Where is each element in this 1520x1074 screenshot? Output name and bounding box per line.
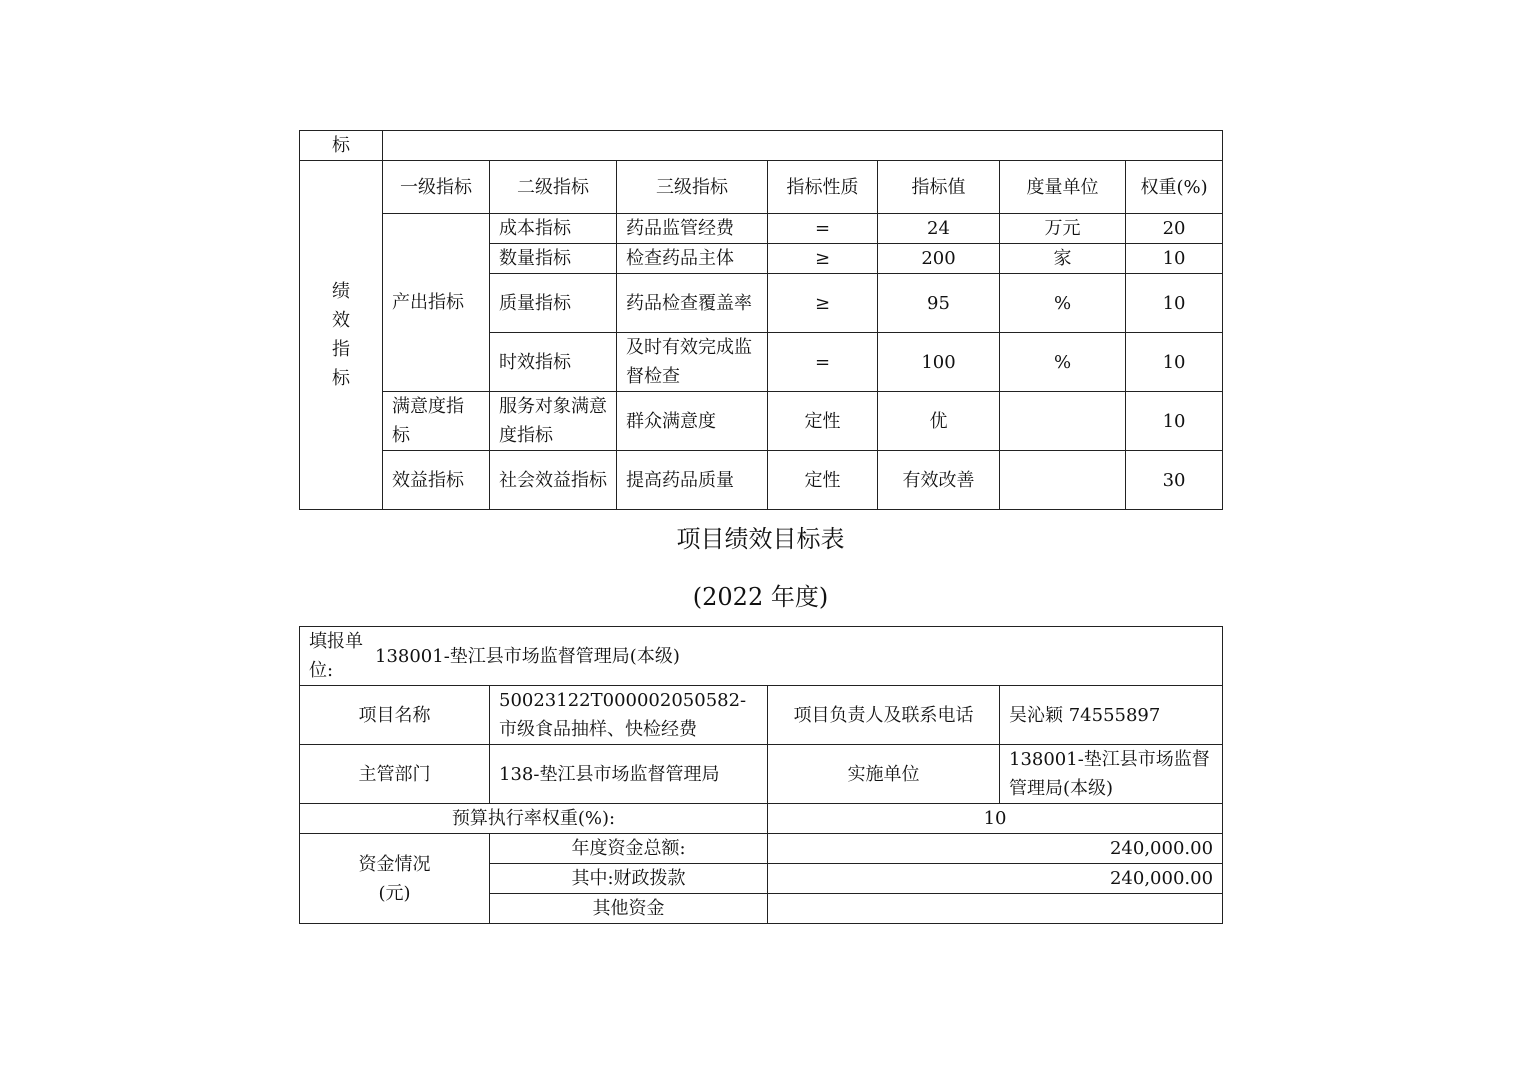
project-name-value: 50023122T000002050582-市级食品抽样、快检经费 <box>490 686 768 745</box>
row-level3-cell: 群众满意度 <box>617 392 768 451</box>
row-weight-cell: 10 <box>1126 244 1223 274</box>
other-funds-value <box>768 894 1223 924</box>
reporting-unit-cell <box>300 627 1223 686</box>
reporting-unit-value: 138001-垫江县市场监督管理局(本级) <box>375 645 680 667</box>
header-level3: 三级指标 <box>617 161 768 214</box>
row-unit-cell <box>1000 392 1126 451</box>
row-value-cell: 100 <box>878 333 1000 392</box>
row-value-cell: 200 <box>878 244 1000 274</box>
annual-total-value: 240,000.00 <box>768 834 1223 864</box>
row-nature-cell: = <box>768 214 878 244</box>
other-funds-label: 其他资金 <box>490 894 768 924</box>
row-weight-cell: 10 <box>1126 333 1223 392</box>
row-nature-cell: = <box>768 333 878 392</box>
row-level3-cell: 提高药品质量 <box>617 451 768 510</box>
row-value-cell: 有效改善 <box>878 451 1000 510</box>
row-level3-cell: 药品检查覆盖率 <box>617 274 768 333</box>
row-unit-cell: 家 <box>1000 244 1126 274</box>
fragment-label-cell: 标 <box>300 131 383 161</box>
performance-indicator-table <box>299 130 1223 510</box>
row-value-cell: 95 <box>878 274 1000 333</box>
implementer-value: 138001-垫江县市场监督管理局(本级) <box>1000 745 1223 804</box>
row-level2-cell: 服务对象满意度指标 <box>490 392 617 451</box>
row-level3-cell: 及时有效完成监督检查 <box>617 333 768 392</box>
row-nature-cell: ≥ <box>768 274 878 333</box>
row-unit-cell: 万元 <box>1000 214 1126 244</box>
document-title: 项目绩效目标表 <box>676 525 845 553</box>
row-unit-cell <box>1000 451 1126 510</box>
row-nature-cell: 定性 <box>768 451 878 510</box>
table-row <box>300 214 1223 244</box>
row-level3-cell: 药品监管经费 <box>617 214 768 244</box>
row-weight-cell: 20 <box>1126 214 1223 244</box>
department-label: 主管部门 <box>300 745 490 804</box>
header-unit: 度量单位 <box>1000 161 1126 214</box>
row-unit-cell: % <box>1000 274 1126 333</box>
header-nature: 指标性质 <box>768 161 878 214</box>
header-level1: 一级指标 <box>383 161 490 214</box>
reporting-unit-label: 填报单位: <box>309 631 363 681</box>
row-nature-cell: 定性 <box>768 392 878 451</box>
row-value-cell: 优 <box>878 392 1000 451</box>
header-level2: 二级指标 <box>490 161 617 214</box>
annual-total-label: 年度资金总额: <box>490 834 768 864</box>
section-label-cell: 绩 效 指 标 <box>300 161 383 510</box>
group-benefit-cell: 效益指标 <box>383 451 490 510</box>
fragment-empty-cell <box>383 131 1223 161</box>
funds-label: 资金情况 (元) <box>300 834 490 924</box>
row-level2-cell: 成本指标 <box>490 214 617 244</box>
project-name-label: 项目名称 <box>300 686 490 745</box>
row-weight-cell: 10 <box>1126 392 1223 451</box>
header-value: 指标值 <box>878 161 1000 214</box>
department-value: 138-垫江县市场监督管理局 <box>490 745 768 804</box>
fiscal-value: 240,000.00 <box>768 864 1223 894</box>
contact-label: 项目负责人及联系电话 <box>768 686 1000 745</box>
row-unit-cell: % <box>1000 333 1126 392</box>
row-value-cell: 24 <box>878 214 1000 244</box>
table-row <box>300 451 1223 510</box>
budget-weight-value: 10 <box>768 804 1223 834</box>
contact-value: 吴沁颖 74555897 <box>1000 686 1223 745</box>
row-level2-cell: 时效指标 <box>490 333 617 392</box>
table-row <box>300 392 1223 451</box>
row-level2-cell: 数量指标 <box>490 244 617 274</box>
document-subtitle: (2022 年度) <box>692 583 829 611</box>
group-output-cell: 产出指标 <box>383 214 490 392</box>
row-level3-cell: 检查药品主体 <box>617 244 768 274</box>
implementer-label: 实施单位 <box>768 745 1000 804</box>
fiscal-label: 其中:财政拨款 <box>490 864 768 894</box>
row-nature-cell: ≥ <box>768 244 878 274</box>
group-satisfaction-cell: 满意度指标 <box>383 392 490 451</box>
row-weight-cell: 10 <box>1126 274 1223 333</box>
row-weight-cell: 30 <box>1126 451 1223 510</box>
row-level2-cell: 质量指标 <box>490 274 617 333</box>
project-info-table <box>299 626 1223 924</box>
budget-weight-label: 预算执行率权重(%): <box>300 804 768 834</box>
row-level2-cell: 社会效益指标 <box>490 451 617 510</box>
header-weight: 权重(%) <box>1126 161 1223 214</box>
